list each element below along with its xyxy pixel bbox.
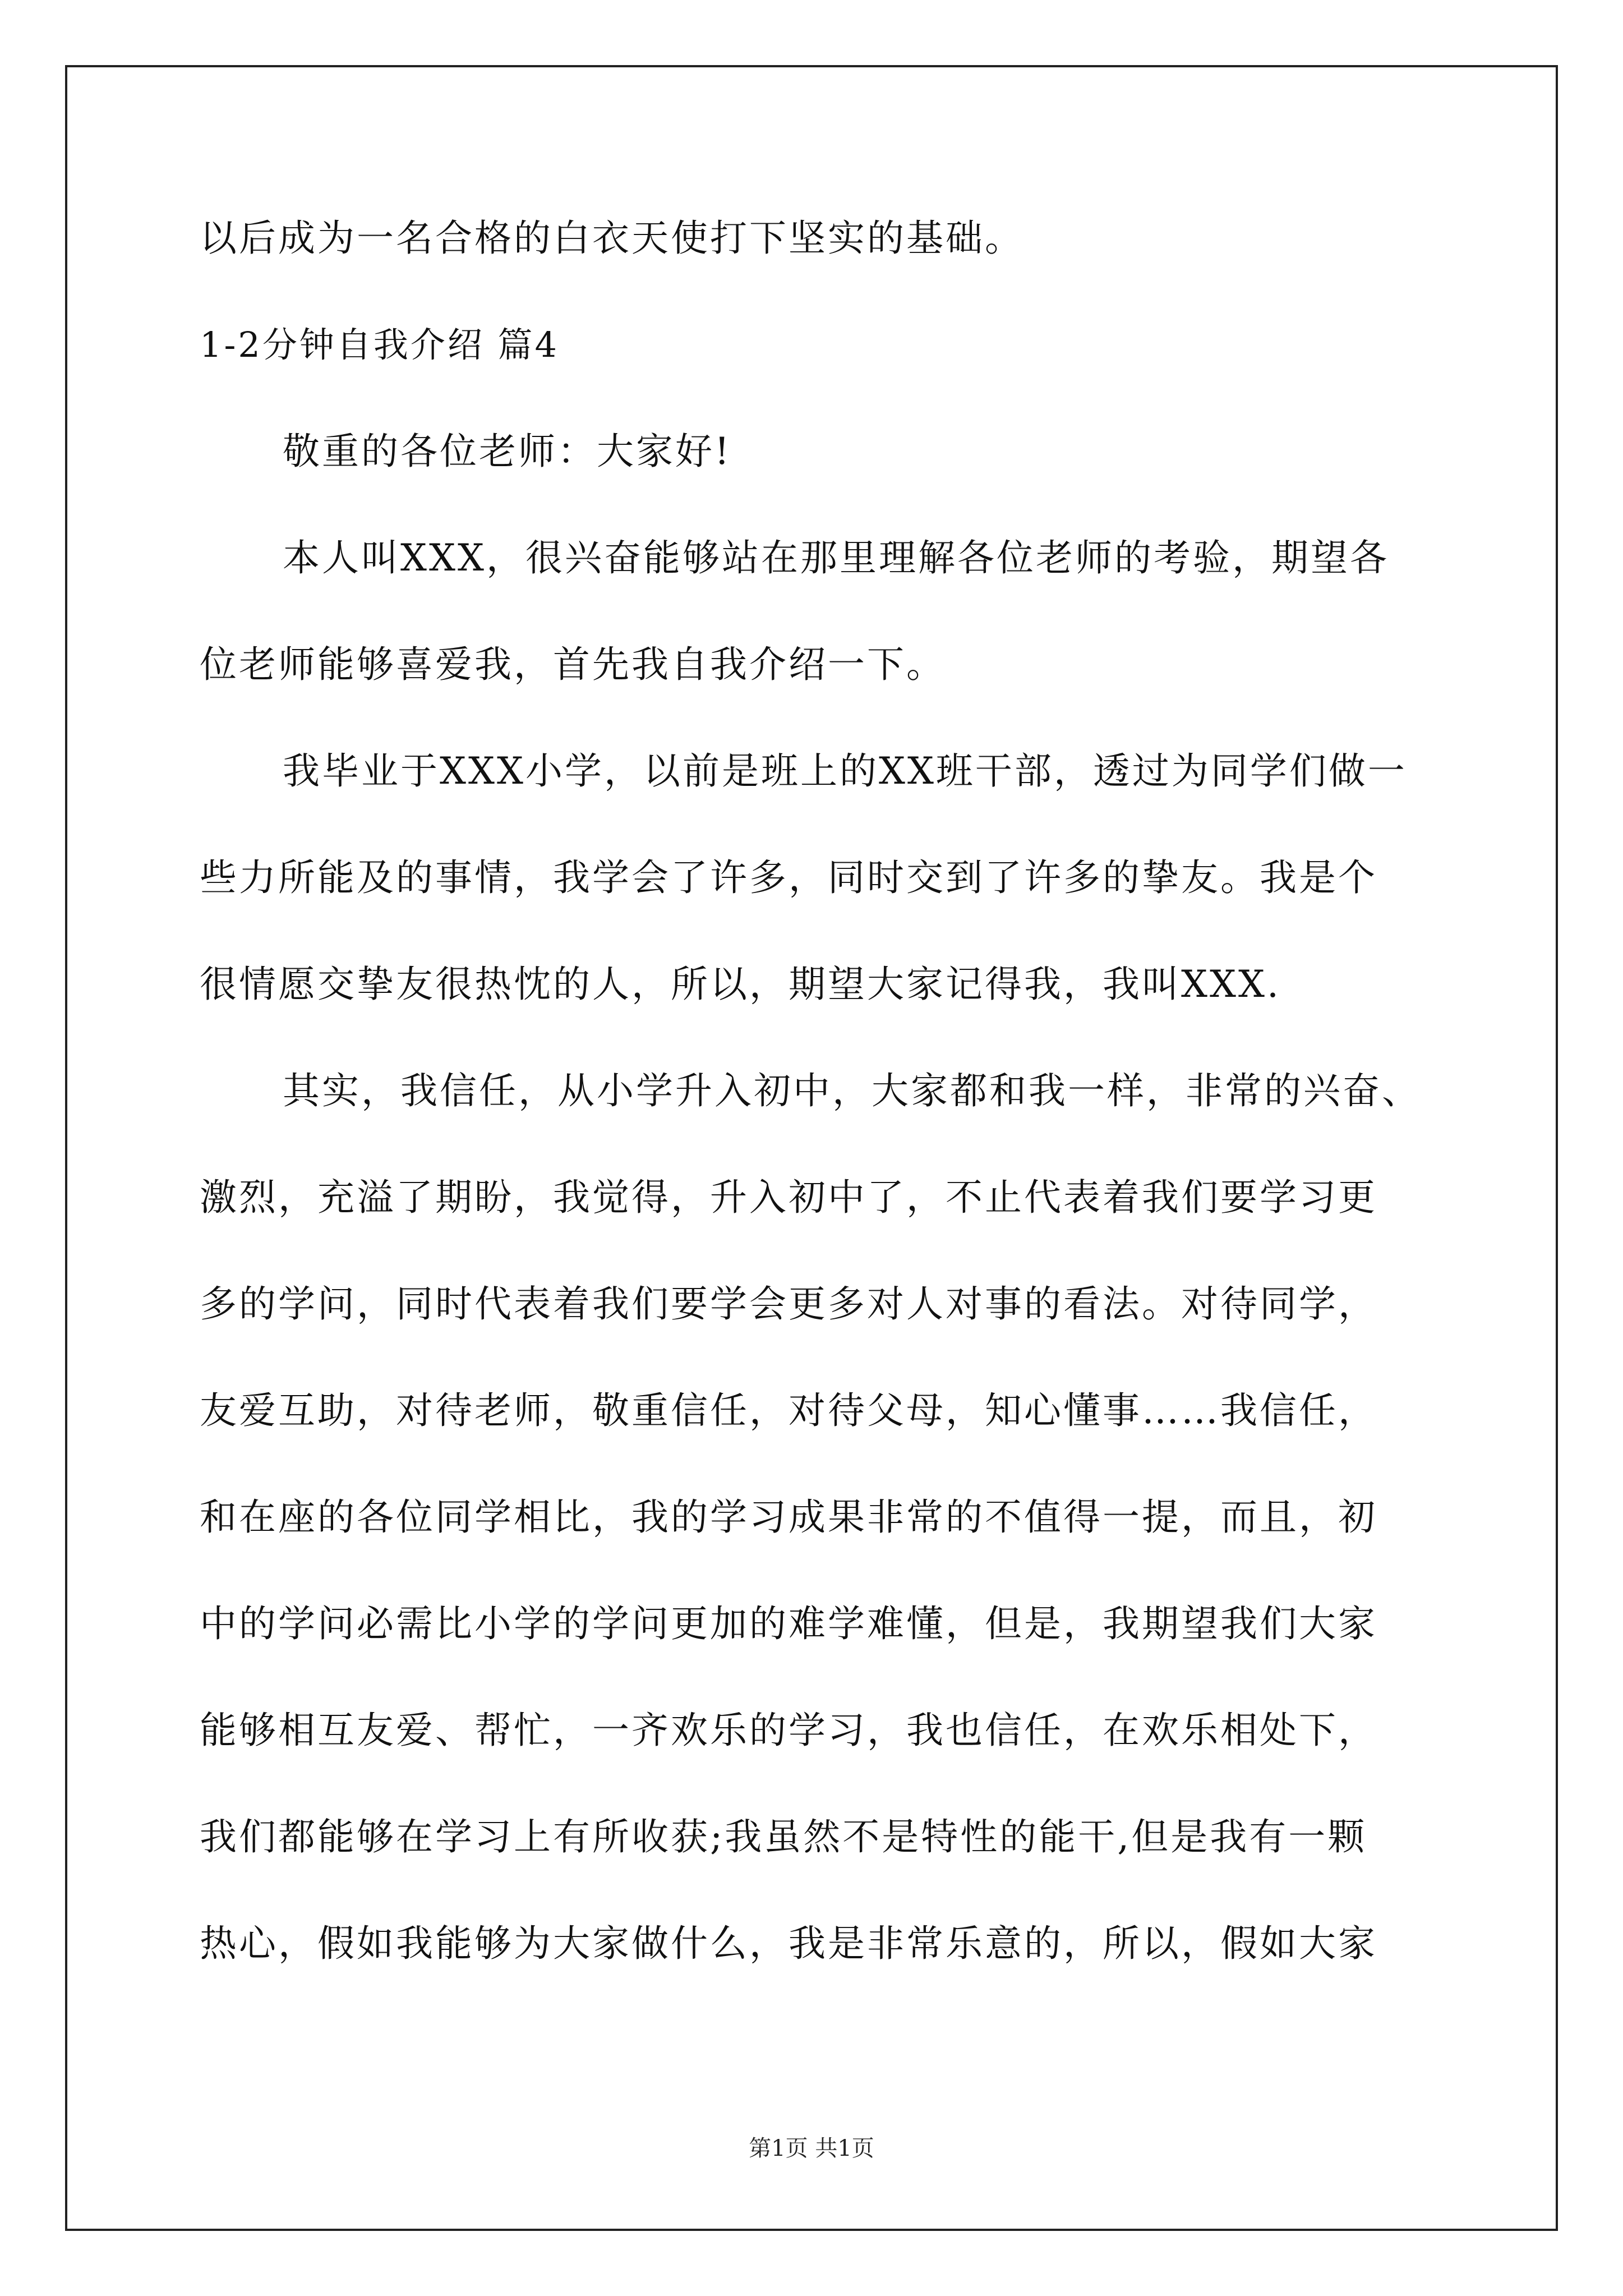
text-line: 很情愿交挚友很热忱的人，所以，期望大家记得我，我叫XXX.: [200, 963, 1281, 1006]
text-line: 位老师能够喜爱我，首先我自我介绍一下。: [200, 643, 946, 686]
text-line: 友爱互助，对待老师，敬重信任，对待父母，知心懂事……我信任，: [200, 1389, 1377, 1432]
section-heading: 1-2分钟自我介绍 篇4: [200, 324, 559, 365]
page-footer: 第1页 共1页: [749, 2136, 874, 2161]
text-line: 本人叫XXX，很兴奋能够站在那里理解各位老师的考验，期望各: [283, 536, 1389, 579]
text-line: 我毕业于XXX小学，以前是班上的XX班干部，透过为同学们做一: [283, 749, 1407, 793]
text-line: 以后成为一名合格的白衣天使打下坚实的基础。: [200, 217, 1024, 260]
salutation: 敬重的各位老师：大家好!: [283, 430, 732, 473]
text-line: 和在座的各位同学相比，我的学习成果非常的不值得一提，而且，初: [200, 1496, 1377, 1539]
text-line: 些力所能及的事情，我学会了许多，同时交到了许多的挚友。我是个: [200, 856, 1377, 899]
text-line: 激烈，充溢了期盼，我觉得，升入初中了，不止代表着我们要学习更: [200, 1176, 1377, 1219]
text-line: 我们都能够在学习上有所收获;我虽然不是特性的能干,但是我有一颗: [200, 1815, 1367, 1858]
page-border: [65, 65, 1558, 2231]
text-line: 中的学问必需比小学的学问更加的难学难懂，但是，我期望我们大家: [200, 1602, 1377, 1645]
text-line: 其实，我信任，从小学升入初中，大家都和我一样，非常的兴奋、: [283, 1069, 1421, 1112]
text-line: 多的学问，同时代表着我们要学会更多对人对事的看法。对待同学，: [200, 1282, 1377, 1326]
text-line: 热心，假如我能够为大家做什么，我是非常乐意的，所以，假如大家: [200, 1922, 1377, 1965]
text-line: 能够相互友爱、帮忙，一齐欢乐的学习，我也信任，在欢乐相处下，: [200, 1709, 1377, 1752]
